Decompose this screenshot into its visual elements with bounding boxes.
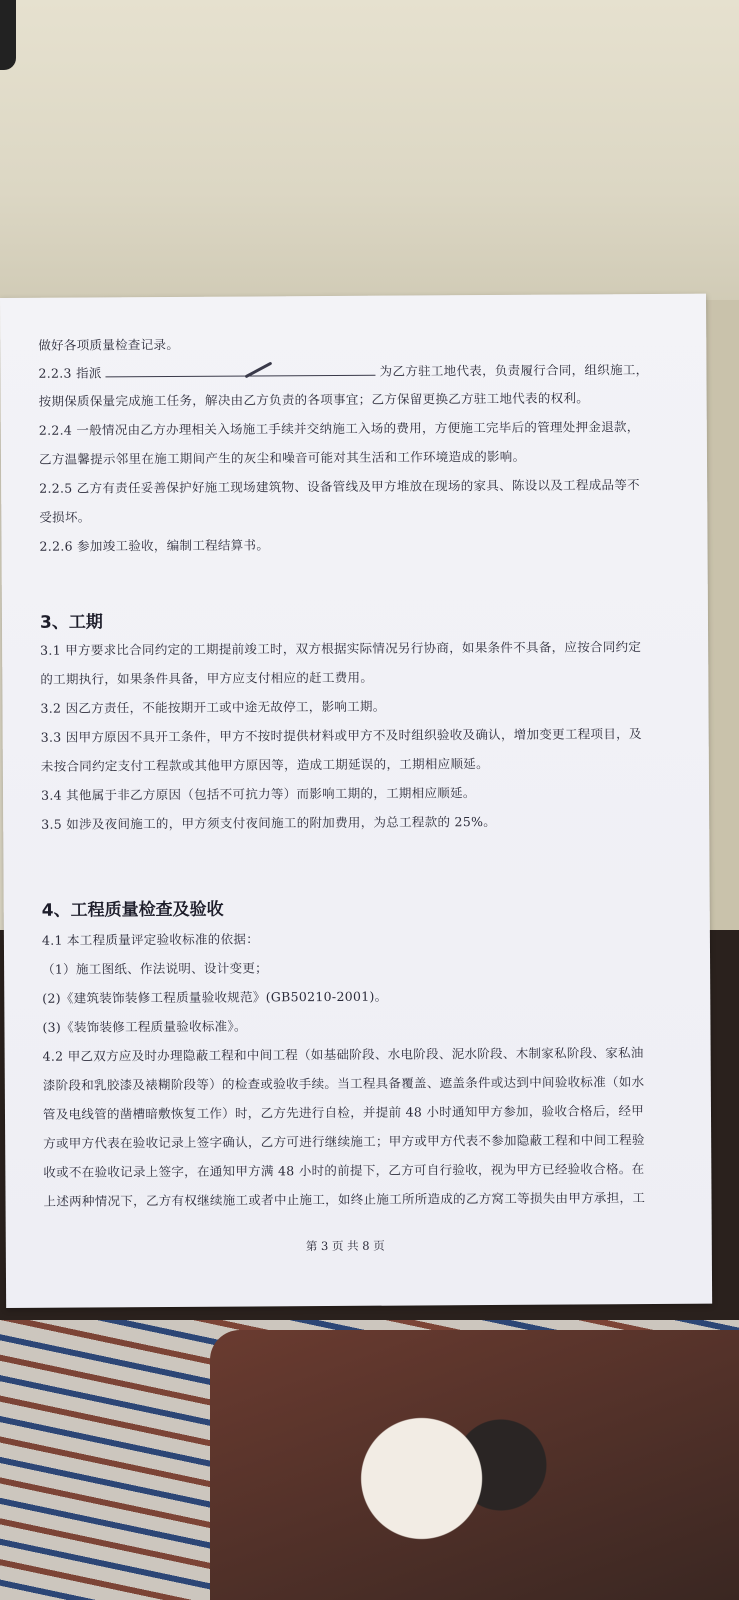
contract-page (0, 294, 712, 1308)
text-line: 乙方温馨提示邻里在施工期间产生的灰尘和噪音可能对其生活和工作环境造成的影响。 (38, 448, 526, 467)
table-surface (0, 0, 739, 320)
text-line: 上述两种情况下，乙方有权继续施工或者中止施工，如终止施工所所造成的乙方窝工等损失由甲方承担，工 (43, 1190, 646, 1209)
blank-fill-line (106, 365, 376, 378)
text-line: 3.5 如涉及夜间施工的，甲方须支付夜间施工的附加费用，为总工程款的 25%。 (41, 813, 497, 832)
clause-text: 为乙方驻工地代表，负责履行合同，组织施工， (379, 362, 649, 379)
text-line: (3)《装饰装修工程质量验收标准》。 (42, 1018, 247, 1035)
section-4-title: 4、工程质量检查及验收 (41, 899, 224, 921)
page-number: 第 3 页 共 8 页 (305, 1238, 385, 1254)
section-3-title: 3、工期 (39, 612, 103, 633)
text-line: 3.1 甲方要求比合同约定的工期提前竣工时，双方根据实际情况另行协商，如果条件不具备，应按合同约定 (40, 639, 642, 658)
clause-2-2-3 (38, 360, 648, 382)
text-line: 做好各项质量检查记录。 (38, 336, 180, 353)
page-content (38, 332, 678, 1209)
text-line: 漆阶段和乳胶漆及裱糊阶段等）的检查或验收手续。当工程具备覆盖、遮盖条件或达到中间验收标准（如水 (42, 1074, 645, 1093)
pen-edge (0, 0, 16, 70)
text-line: 4.1 本工程质量评定验收标准的依据： (41, 931, 260, 948)
text-line: 收或不在验收记录上签字，在通知甲方满 48 小时的前提下，乙方可自行验收，视为甲方已经验收合格。在 (43, 1161, 645, 1180)
text-line: 2.2.6 参加竣工验收，编制工程结算书。 (39, 537, 270, 554)
text-line: 未按合同约定支付工程款或其他甲方原因等，造成工期延误的，工期相应顺延。 (40, 756, 489, 774)
text-line: 的工期执行，如果条件具备，甲方应支付相应的赶工费用。 (40, 669, 374, 687)
text-line: 按期保质保量完成施工任务，解决由乙方负责的各项事宜；乙方保留更换乙方驻工地代表的权利。 (38, 390, 590, 409)
text-line: 2.2.5 乙方有责任妥善保护好施工现场建筑物、设备管线及甲方堆放在现场的家具、陈设以及工程成品等不 (39, 477, 640, 496)
text-line: 2.2.4 一般情况由乙方办理相关入场施工手续并交纳施工入场的费用，方便施工完毕后的管理处押金退款， (38, 419, 640, 438)
text-line: 4.2 甲乙双方应及时办理隐蔽工程和中间工程（如基础阶段、水电阶段、泥水阶段、木制家私阶段、家私油 (42, 1045, 644, 1064)
clause-label: 2.2.3 指派 (38, 365, 102, 381)
text-line: （1）施工图纸、作法说明、设计变更； (42, 960, 269, 977)
text-line: 3.3 因甲方原因不具开工条件，甲方不按时提供材料或甲方不及时组织验收及确认，增加变更工程项目，及 (40, 726, 642, 745)
blanket-pattern (210, 1330, 739, 1600)
text-line: 管及电线管的凿槽暗敷恢复工作）时，乙方先进行自检，并提前 48 小时通知甲方参加，验收合格后，经甲 (42, 1103, 645, 1122)
text-line: 3.4 其他属于非乙方原因（包括不可抗力等）而影响工期的，工期相应顺延。 (40, 785, 476, 803)
text-line: 方或甲方代表在验收记录上签字确认，乙方可进行继续施工；甲方或甲方代表不参加隐蔽工程和中间工程验 (43, 1132, 645, 1151)
text-line: (2)《建筑装饰装修工程质量验收规范》(GB50210-2001)。 (42, 988, 388, 1006)
text-line: 3.2 因乙方责任，不能按期开工或中途无故停工，影响工期。 (40, 698, 386, 716)
text-line: 受损坏。 (39, 509, 91, 525)
